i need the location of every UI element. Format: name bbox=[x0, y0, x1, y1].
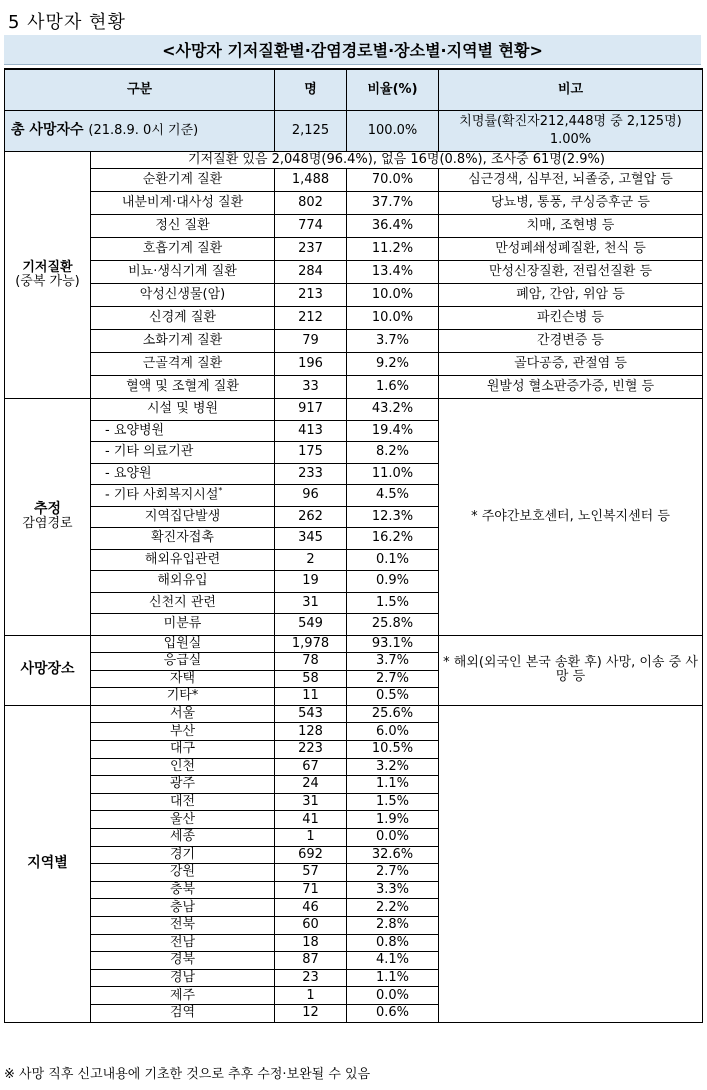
underlying-row bbox=[5, 261, 703, 284]
place-ratio: 0.5% bbox=[347, 688, 439, 706]
region-ratio: 10.5% bbox=[347, 741, 439, 759]
death-statistics-table bbox=[4, 68, 703, 1023]
underlying-count: 802 bbox=[275, 192, 347, 215]
underlying-summary: 기저질환 있음 2,048명(96.4%), 없음 16명(0.8%), 조사중 61명(2.9%) bbox=[91, 152, 703, 169]
infection-ratio: 43.2% bbox=[347, 399, 439, 421]
region-ratio: 0.6% bbox=[347, 1004, 439, 1022]
infection-label: 지역집단발생 bbox=[91, 506, 275, 528]
underlying-label: 근골격계 질환 bbox=[91, 353, 275, 376]
region-count: 24 bbox=[275, 776, 347, 794]
region-label: 광주 bbox=[91, 776, 275, 794]
underlying-note: 만성폐쇄성폐질환, 천식 등 bbox=[439, 238, 703, 261]
infection-category-subtitle: 감염경로 bbox=[22, 516, 73, 532]
infection-count: 31 bbox=[275, 592, 347, 614]
underlying-category-title: 기저질환 bbox=[22, 259, 73, 275]
place-label: 기타* bbox=[91, 688, 275, 706]
infection-ratio: 0.9% bbox=[347, 571, 439, 593]
underlying-row bbox=[5, 330, 703, 353]
place-ratio: 3.7% bbox=[347, 653, 439, 671]
region-note bbox=[439, 705, 703, 1022]
region-label: 서울 bbox=[91, 705, 275, 723]
underlying-summary-row bbox=[5, 152, 703, 169]
infection-ratio: 12.3% bbox=[347, 506, 439, 528]
region-ratio: 0.0% bbox=[347, 987, 439, 1005]
place-count: 11 bbox=[275, 688, 347, 706]
region-label: 충남 bbox=[91, 899, 275, 917]
header-count: 명 bbox=[275, 69, 347, 111]
infection-label: - 요양원 bbox=[91, 463, 275, 485]
region-label: 대구 bbox=[91, 741, 275, 759]
underlying-row bbox=[5, 238, 703, 261]
region-label: 경남 bbox=[91, 969, 275, 987]
underlying-category-subtitle: (중복 가능) bbox=[15, 274, 80, 289]
infection-count: 549 bbox=[275, 614, 347, 636]
underlying-row bbox=[5, 284, 703, 307]
table-header-row bbox=[5, 69, 703, 111]
underlying-note: 골다공증, 관절염 등 bbox=[439, 353, 703, 376]
underlying-label: 악성신생물(암) bbox=[91, 284, 275, 307]
infection-label: - 요양병원 bbox=[91, 420, 275, 442]
region-label: 울산 bbox=[91, 811, 275, 829]
infection-label: 해외유입 bbox=[91, 571, 275, 593]
underlying-note: 원발성 혈소판증가증, 빈혈 등 bbox=[439, 376, 703, 399]
underlying-ratio: 3.7% bbox=[347, 330, 439, 353]
total-row bbox=[5, 111, 703, 152]
section-title: 5 사망자 현황 bbox=[8, 12, 126, 33]
infection-count: 96 bbox=[275, 485, 347, 507]
infection-count: 345 bbox=[275, 528, 347, 550]
infection-count: 917 bbox=[275, 399, 347, 421]
region-count: 31 bbox=[275, 793, 347, 811]
total-label-cell bbox=[5, 111, 275, 152]
footnote-marker: * bbox=[218, 486, 223, 496]
infection-ratio: 4.5% bbox=[347, 485, 439, 507]
infection-ratio: 0.1% bbox=[347, 549, 439, 571]
underlying-ratio: 10.0% bbox=[347, 284, 439, 307]
region-ratio: 6.0% bbox=[347, 723, 439, 741]
header-category: 구분 bbox=[5, 69, 275, 111]
infection-label: 신천지 관련 bbox=[91, 592, 275, 614]
region-ratio: 2.2% bbox=[347, 899, 439, 917]
place-note: * 해외(외국인 본국 송환 후) 사망, 이송 중 사망 등 bbox=[439, 635, 703, 705]
region-label: 강원 bbox=[91, 864, 275, 882]
infection-category-title: 추정 bbox=[33, 500, 62, 517]
infection-ratio: 19.4% bbox=[347, 420, 439, 442]
infection-ratio: 8.2% bbox=[347, 442, 439, 464]
underlying-note: 폐암, 간암, 위암 등 bbox=[439, 284, 703, 307]
header-remarks: 비고 bbox=[439, 69, 703, 111]
infection-category bbox=[5, 399, 91, 636]
table-banner-title: <사망자 기저질환별·감염경로별·장소별·지역별 현황> bbox=[4, 35, 701, 65]
underlying-count: 213 bbox=[275, 284, 347, 307]
infection-label: 확진자접촉 bbox=[91, 528, 275, 550]
underlying-note: 당뇨병, 통풍, 쿠싱증후군 등 bbox=[439, 192, 703, 215]
place-ratio: 2.7% bbox=[347, 670, 439, 688]
region-count: 543 bbox=[275, 705, 347, 723]
underlying-label: 신경계 질환 bbox=[91, 307, 275, 330]
place-label: 입원실 bbox=[91, 635, 275, 653]
region-label: 제주 bbox=[91, 987, 275, 1005]
underlying-count: 1,488 bbox=[275, 169, 347, 192]
region-ratio: 1.1% bbox=[347, 776, 439, 794]
total-label: 총 사망자수 bbox=[11, 122, 84, 139]
region-count: 87 bbox=[275, 952, 347, 970]
underlying-count: 284 bbox=[275, 261, 347, 284]
region-count: 41 bbox=[275, 811, 347, 829]
region-label: 경기 bbox=[91, 846, 275, 864]
underlying-note: 심근경색, 심부전, 뇌졸중, 고혈압 등 bbox=[439, 169, 703, 192]
underlying-label: 순환기계 질환 bbox=[91, 169, 275, 192]
region-count: 23 bbox=[275, 969, 347, 987]
region-category-title: 지역별 bbox=[27, 855, 68, 872]
total-note: 치명률(확진자212,448명 중 2,125명) 1.00% bbox=[439, 111, 703, 152]
region-count: 57 bbox=[275, 864, 347, 882]
infection-count: 2 bbox=[275, 549, 347, 571]
region-label: 인천 bbox=[91, 758, 275, 776]
region-ratio: 1.5% bbox=[347, 793, 439, 811]
region-ratio: 0.8% bbox=[347, 934, 439, 952]
underlying-row bbox=[5, 215, 703, 238]
region-ratio: 1.1% bbox=[347, 969, 439, 987]
infection-count: 262 bbox=[275, 506, 347, 528]
underlying-count: 79 bbox=[275, 330, 347, 353]
place-label: 응급실 bbox=[91, 653, 275, 671]
underlying-ratio: 10.0% bbox=[347, 307, 439, 330]
infection-ratio: 16.2% bbox=[347, 528, 439, 550]
infection-label: 시설 및 병원 bbox=[91, 399, 275, 421]
infection-label: 미분류 bbox=[91, 614, 275, 636]
region-count: 71 bbox=[275, 881, 347, 899]
infection-label: - 기타 의료기관 bbox=[91, 442, 275, 464]
underlying-label: 비뇨·생식기계 질환 bbox=[91, 261, 275, 284]
underlying-note: 치매, 조현병 등 bbox=[439, 215, 703, 238]
place-ratio: 93.1% bbox=[347, 635, 439, 653]
underlying-count: 33 bbox=[275, 376, 347, 399]
place-category bbox=[5, 635, 91, 705]
underlying-count: 212 bbox=[275, 307, 347, 330]
underlying-count: 196 bbox=[275, 353, 347, 376]
infection-label: 해외유입관련 bbox=[91, 549, 275, 571]
region-ratio: 2.8% bbox=[347, 917, 439, 935]
underlying-row bbox=[5, 376, 703, 399]
infection-count: 233 bbox=[275, 463, 347, 485]
infection-count: 175 bbox=[275, 442, 347, 464]
underlying-label: 혈액 및 조혈계 질환 bbox=[91, 376, 275, 399]
region-row bbox=[5, 705, 703, 723]
underlying-row bbox=[5, 169, 703, 192]
underlying-ratio: 11.2% bbox=[347, 238, 439, 261]
infection-ratio: 11.0% bbox=[347, 463, 439, 485]
region-label: 세종 bbox=[91, 829, 275, 847]
infection-count: 413 bbox=[275, 420, 347, 442]
underlying-label: 내분비계·대사성 질환 bbox=[91, 192, 275, 215]
underlying-ratio: 37.7% bbox=[347, 192, 439, 215]
infection-count: 19 bbox=[275, 571, 347, 593]
region-count: 128 bbox=[275, 723, 347, 741]
place-count: 78 bbox=[275, 653, 347, 671]
place-label: 자택 bbox=[91, 670, 275, 688]
place-category-title: 사망장소 bbox=[20, 661, 75, 678]
total-count: 2,125 bbox=[275, 111, 347, 152]
underlying-ratio: 70.0% bbox=[347, 169, 439, 192]
underlying-ratio: 9.2% bbox=[347, 353, 439, 376]
region-count: 223 bbox=[275, 741, 347, 759]
region-label: 대전 bbox=[91, 793, 275, 811]
infection-ratio: 1.5% bbox=[347, 592, 439, 614]
region-count: 18 bbox=[275, 934, 347, 952]
region-label: 충북 bbox=[91, 881, 275, 899]
underlying-ratio: 13.4% bbox=[347, 261, 439, 284]
place-count: 58 bbox=[275, 670, 347, 688]
underlying-ratio: 36.4% bbox=[347, 215, 439, 238]
region-count: 46 bbox=[275, 899, 347, 917]
infection-note: * 주야간보호센터, 노인복지센터 등 bbox=[439, 399, 703, 636]
underlying-note: 간경변증 등 bbox=[439, 330, 703, 353]
region-category bbox=[5, 705, 91, 1022]
region-count: 692 bbox=[275, 846, 347, 864]
underlying-row bbox=[5, 307, 703, 330]
underlying-count: 237 bbox=[275, 238, 347, 261]
total-ratio: 100.0% bbox=[347, 111, 439, 152]
region-label: 경북 bbox=[91, 952, 275, 970]
region-count: 60 bbox=[275, 917, 347, 935]
infection-row bbox=[5, 399, 703, 421]
underlying-row bbox=[5, 353, 703, 376]
footnote: ※ 사망 직후 신고내용에 기초한 것으로 추후 수정·보완될 수 있음 bbox=[4, 1067, 371, 1082]
infection-ratio: 25.8% bbox=[347, 614, 439, 636]
underlying-label: 정신 질환 bbox=[91, 215, 275, 238]
underlying-label: 소화기계 질환 bbox=[91, 330, 275, 353]
total-label-sub: (21.8.9. 0시 기준) bbox=[88, 123, 199, 139]
region-ratio: 32.6% bbox=[347, 846, 439, 864]
place-count: 1,978 bbox=[275, 635, 347, 653]
place-row bbox=[5, 635, 703, 653]
region-count: 67 bbox=[275, 758, 347, 776]
infection-label: - 기타 사회복지시설* bbox=[91, 485, 275, 507]
region-ratio: 25.6% bbox=[347, 705, 439, 723]
header-ratio: 비율(%) bbox=[347, 69, 439, 111]
region-ratio: 3.3% bbox=[347, 881, 439, 899]
underlying-count: 774 bbox=[275, 215, 347, 238]
underlying-label: 호흡기계 질환 bbox=[91, 238, 275, 261]
underlying-category bbox=[5, 152, 91, 399]
region-count: 1 bbox=[275, 987, 347, 1005]
region-ratio: 0.0% bbox=[347, 829, 439, 847]
underlying-note: 파킨슨병 등 bbox=[439, 307, 703, 330]
region-count: 12 bbox=[275, 1004, 347, 1022]
underlying-ratio: 1.6% bbox=[347, 376, 439, 399]
region-ratio: 1.9% bbox=[347, 811, 439, 829]
region-label: 부산 bbox=[91, 723, 275, 741]
underlying-row bbox=[5, 192, 703, 215]
region-label: 전북 bbox=[91, 917, 275, 935]
region-count: 1 bbox=[275, 829, 347, 847]
region-ratio: 2.7% bbox=[347, 864, 439, 882]
region-label: 전남 bbox=[91, 934, 275, 952]
underlying-note: 만성신장질환, 전립선질환 등 bbox=[439, 261, 703, 284]
region-label: 검역 bbox=[91, 1004, 275, 1022]
region-ratio: 3.2% bbox=[347, 758, 439, 776]
region-ratio: 4.1% bbox=[347, 952, 439, 970]
